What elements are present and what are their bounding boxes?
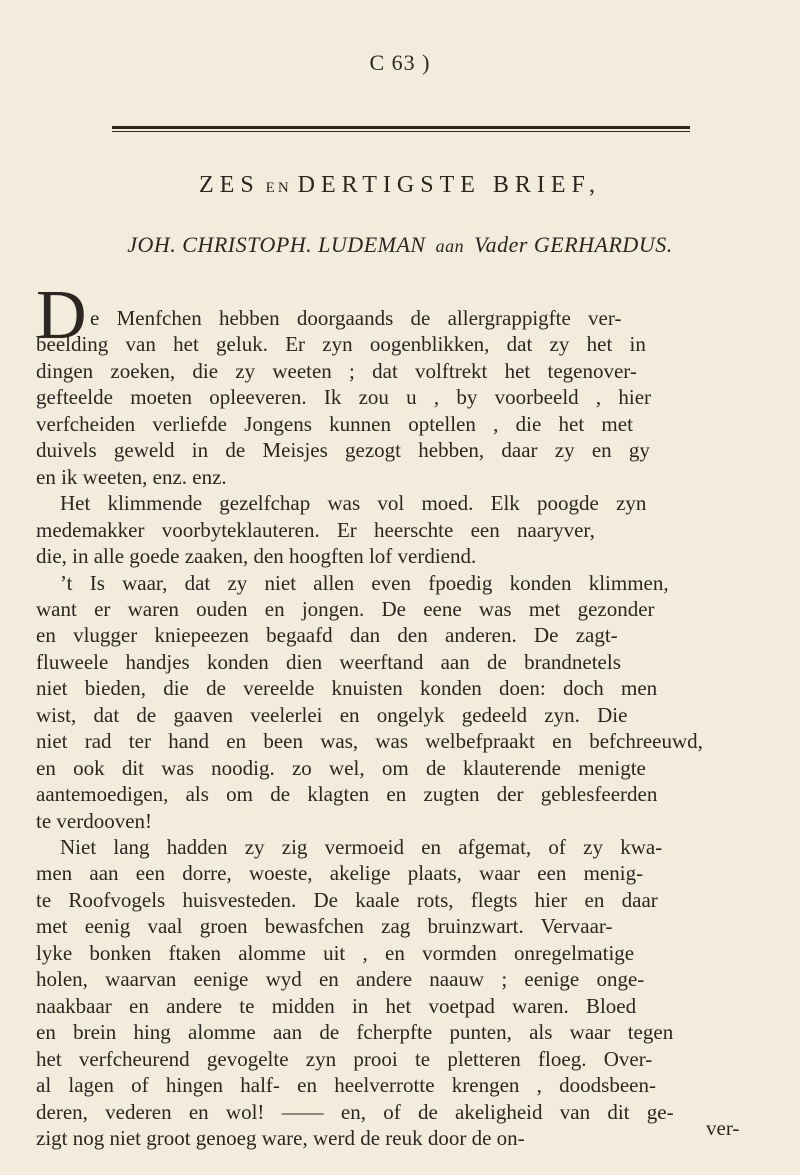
drop-cap: D — [36, 277, 87, 354]
text-line: e Menfchen hebben doorgaands de allergrappigfte ver- — [90, 306, 622, 330]
text-line: holen, waarvan eenige wyd en andere naauw ; eenige onge- — [36, 967, 645, 992]
letter-heading — [0, 172, 800, 199]
text-line: beelding van het geluk. Er zyn oogenblikken, dat zy het in — [36, 332, 646, 357]
text-line: Het klimmende gezelfchap was vol moed. Elk poogde zyn — [60, 491, 647, 516]
text-line: ’t Is waar, dat zy niet allen even fpoedig konden klimmen, — [60, 570, 669, 595]
text-line: niet bieden, die de vereelde knuisten konden doen: doch men — [36, 676, 658, 701]
text-line: verfcheiden verliefde Jongens kunnen optellen , die het met — [36, 411, 633, 436]
text-line: fluweele handjes konden dien weerftand aan de brandnetels — [36, 649, 621, 674]
heading-part-1: ZES — [199, 172, 260, 198]
text-line: gefteelde moeten opleeveren. Ik zou u , by voorbeeld , hier — [36, 385, 652, 410]
text-line: medemakker voorbyteklauteren. Er heerschte een naaryver, — [36, 517, 595, 542]
header-rule-thin — [112, 131, 690, 132]
text-line: zigt nog niet groot genoeg ware, werd de reuk door de on- — [36, 1125, 525, 1150]
letter-subheading — [0, 232, 800, 258]
text-line: aantemoedigen, als om de klagten en zugten der geblesfeerden — [36, 782, 658, 807]
text-line: duivels geweld in de Meisjes gezogt hebben, daar zy en gy — [36, 438, 650, 463]
text-line: met eenig vaal groen bewasfchen zag bruinzwart. Vervaar- — [36, 914, 613, 939]
text-line: niet rad ter hand en been was, was welbefpraakt en befchreeuwd, — [36, 729, 703, 754]
text-line: te verdooven! — [36, 808, 153, 833]
text-line: wist, dat de gaaven veelerlei en ongelyk gedeeld zyn. Die — [36, 702, 628, 727]
heading-part-2: EN — [265, 180, 292, 196]
subheading-connector: aan — [435, 236, 465, 256]
sender: JOH. CHRISTOPH. LUDEMAN — [127, 232, 426, 257]
text-line: deren, vederen en wol! —— en, of de akeligheid van dit ge- — [36, 1099, 674, 1124]
header-rule — [112, 126, 690, 129]
text-line: lyke bonken ftaken alomme uit , en vormden onregelmatige — [36, 940, 635, 965]
text-line: dingen zoeken, die zy weeten ; dat volftrekt het tegenover- — [36, 358, 637, 383]
text-line: die, in alle goede zaaken, den hoogften lof verdiend. — [36, 544, 477, 569]
text-line: Niet lang hadden zy zig vermoeid en afgemat, of zy kwa- — [60, 835, 663, 859]
text-line: en vlugger kniepeezen begaafd dan den anderen. De zagt- — [36, 623, 618, 648]
heading-part-3: DERTIGSTE BRIEF, — [297, 172, 601, 198]
recipient: Vader GERHARDUS. — [474, 232, 673, 257]
text-line: naakbaar en andere te midden in het voetpad waren. Bloed — [36, 993, 637, 1018]
text-line: het verfcheurend gevogelte zyn prooi te pletteren floeg. Over- — [36, 1046, 653, 1071]
catchword: ver- — [706, 1116, 740, 1140]
text-line: men aan een dorre, woeste, akelige plaats, waar een menig- — [36, 861, 644, 886]
text-line: al lagen of hingen half- en heelverrotte krengen , doodsbeen- — [36, 1073, 656, 1098]
text-line: en ook dit was noodig. zo wel, om de klauterende menigte — [36, 755, 646, 780]
text-line: te Roofvogels huisvesteden. De kaale rots, flegts hier en daar — [36, 887, 658, 912]
text-line: en ik weeten, enz. enz. — [36, 464, 227, 489]
text-line: want er waren ouden en jongen. De eene was met gezonder — [36, 596, 655, 621]
page-number: C 63 ) — [369, 50, 431, 75]
text-line: en brein hing alomme aan de fcherpfte punten, als waar tegen — [36, 1020, 674, 1045]
